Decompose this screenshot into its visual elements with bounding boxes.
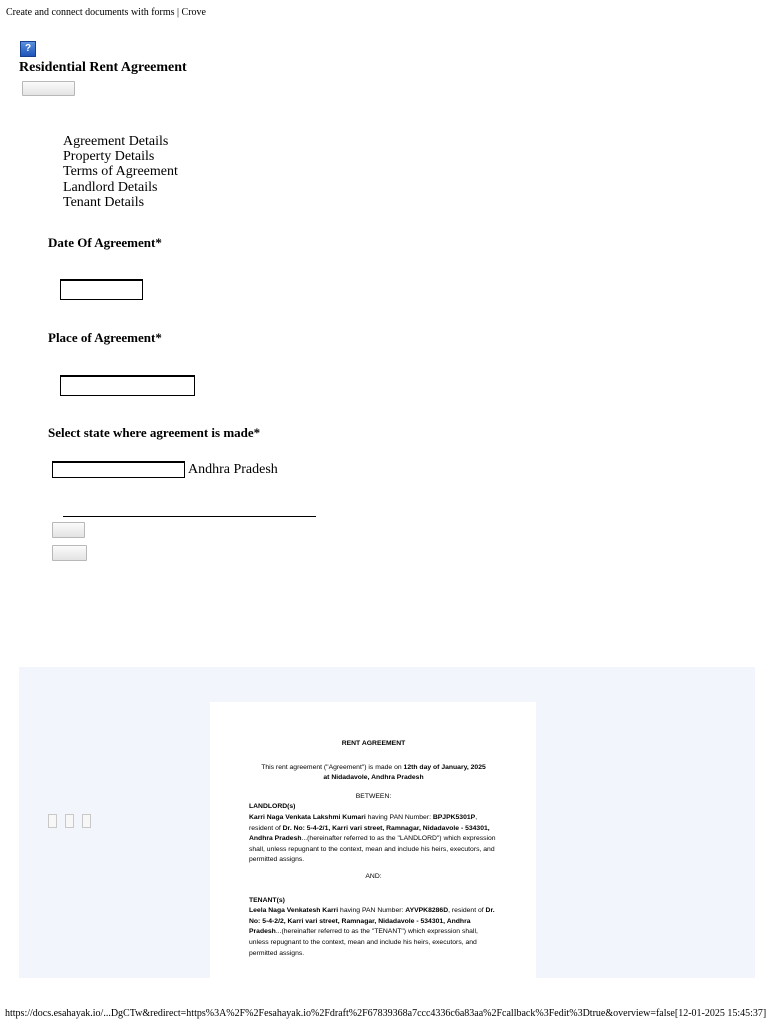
preview-tenant-label: TENANT(s) xyxy=(249,896,285,904)
preview-tenant-res-prefix: , resident of xyxy=(448,907,486,915)
zoom-reset-button[interactable] xyxy=(65,814,74,828)
place-of-agreement-label: Place of Agreement* xyxy=(48,330,162,345)
section-item-terms-of-agreement[interactable]: Terms of Agreement xyxy=(63,164,178,180)
preview-intro-text: This rent agreement ("Agreement") is made on xyxy=(261,763,404,771)
form-title: Residential Rent Agreement xyxy=(19,60,187,75)
preview-tenant-suffix: ...(hereinafter referred to as the "TENANT") which expression shall, unless repugnant to the context, mean and include his heirs, executors, and permitted assigns. xyxy=(249,928,478,957)
state-value: Andhra Pradesh xyxy=(188,462,278,477)
preview-tenant-name: Leela Naga Venkatesh Karri xyxy=(249,907,339,915)
preview-landlord-name: Karri Naga Venkata Lakshmi Kumari xyxy=(249,813,366,821)
preview-tenant-address: Dr. No: 5-4-2/2, Karri vari street, Ramnagar, Nidadavole - 534301, Andhra Pradesh xyxy=(249,907,495,936)
preview-landlord-paragraph xyxy=(249,813,498,866)
section-nav xyxy=(63,134,178,210)
preview-landlord-pan-prefix: having PAN Number: xyxy=(365,813,433,821)
help-icon[interactable]: ? xyxy=(20,41,36,57)
preview-heading: RENT AGREEMENT xyxy=(341,740,406,747)
zoom-in-button[interactable] xyxy=(82,814,91,828)
document-preview-page xyxy=(210,702,536,978)
previous-button[interactable] xyxy=(52,522,85,538)
preview-tenant-paragraph xyxy=(249,906,498,959)
preview-intro xyxy=(249,763,498,784)
state-label: Select state where agreement is made* xyxy=(48,425,261,440)
state-select[interactable] xyxy=(52,461,185,478)
preview-between: BETWEEN: xyxy=(355,792,392,800)
next-button[interactable] xyxy=(52,545,87,561)
date-of-agreement-label: Date Of Agreement* xyxy=(48,235,162,250)
preview-intro-date: 12th day of January, 2025 xyxy=(403,763,486,771)
toolbar-button[interactable] xyxy=(22,81,75,96)
preview-intro-place: at Nidadavole, Andhra Pradesh xyxy=(323,774,424,782)
divider xyxy=(63,516,316,517)
preview-landlord-label: LANDLORD(s) xyxy=(249,803,296,811)
preview-tenant-pan: AYVPK8286D xyxy=(405,907,449,915)
page-header-title: Create and connect documents with forms | Crove xyxy=(6,7,206,18)
preview-landlord-res-prefix: , resident of xyxy=(249,813,478,832)
footer-url-text: https://docs.esahayak.io/...DgCTw&redirect=https%3A%2F%2Fesahayak.io%2Fdraft%2F67839368a7ccc4336c6a83aa%2Fcallback%3Fedit%3Dtrue&overview=false xyxy=(5,1008,675,1019)
preview-landlord-address: Dr. No: 5-4-2/1, Karri vari street, Ramnagar, Nidadavole - 534301, Andhra Pradesh xyxy=(249,824,490,843)
place-of-agreement-input[interactable] xyxy=(60,375,195,396)
section-item-agreement-details[interactable]: Agreement Details xyxy=(63,134,169,149)
footer-url xyxy=(5,1008,766,1019)
zoom-out-button[interactable] xyxy=(48,814,57,828)
preview-landlord-suffix: ...(hereinafter referred to as the "LANDLORD") which expression shall, unless repugnant to the context, mean and include his heirs, executors, and permitted assigns. xyxy=(249,835,496,864)
preview-landlord-pan: BPJPK5301P xyxy=(432,813,476,821)
date-of-agreement-input[interactable] xyxy=(60,279,143,300)
preview-and: AND: xyxy=(365,872,382,880)
section-item-property-details[interactable]: Property Details xyxy=(63,149,155,165)
footer-timestamp: [12-01-2025 15:45:37] xyxy=(674,1008,767,1019)
section-item-landlord-details[interactable]: Landlord Details xyxy=(63,179,158,195)
section-item-tenant-details[interactable]: Tenant Details xyxy=(63,194,145,210)
preview-tenant-pan-prefix: having PAN Number: xyxy=(338,907,406,915)
